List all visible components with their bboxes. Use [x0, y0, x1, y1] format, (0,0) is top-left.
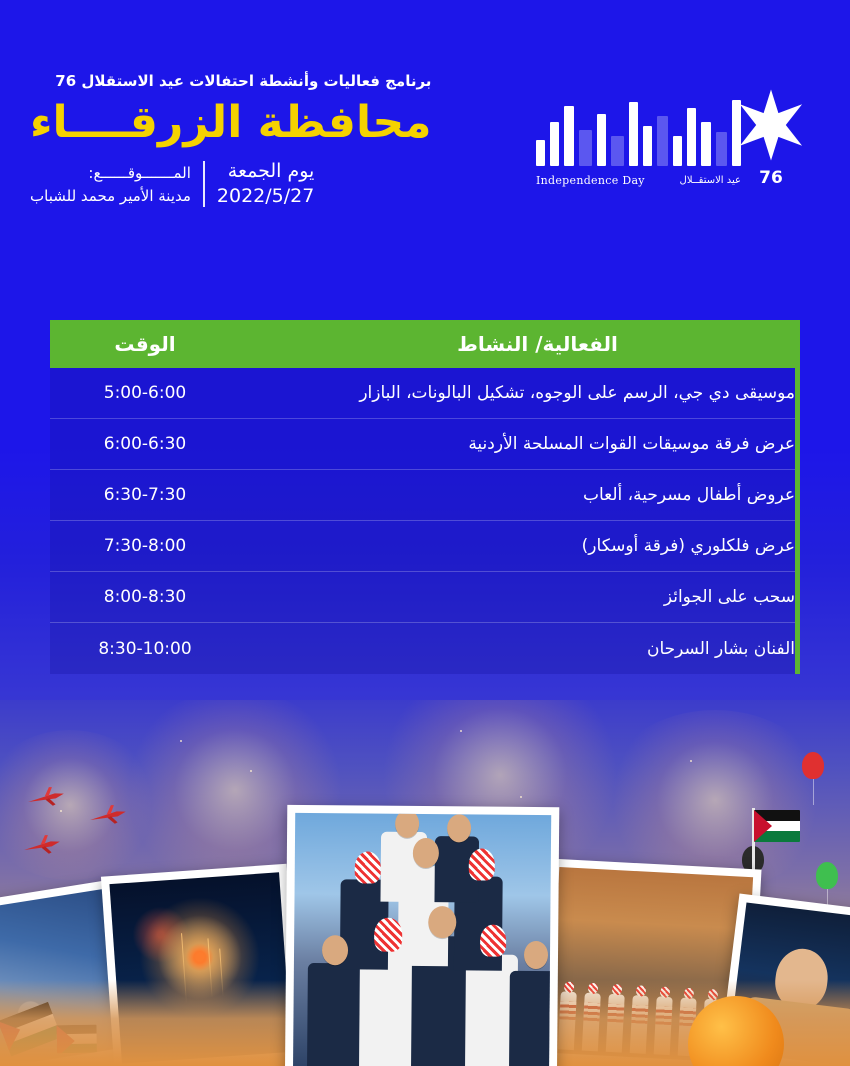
table-row [50, 419, 795, 470]
event-day: يوم الجمعة [227, 159, 315, 182]
photo-collage-section [0, 700, 850, 1066]
group-portrait-photo [285, 805, 560, 1066]
row-activity: عرض فلكلوري (فرقة أوسكار) [581, 536, 795, 556]
spark-icon [250, 770, 252, 772]
table-row [50, 623, 795, 674]
spark-icon [460, 730, 462, 732]
poster-header [0, 60, 850, 260]
row-activity: عروض أطفال مسرحية، ألعاب [582, 485, 795, 505]
anniversary-number: 76 [759, 168, 783, 188]
header-divider [203, 161, 205, 207]
table-row [50, 368, 795, 419]
balloon-icon [816, 862, 838, 889]
row-time: 6:30-7:30 [103, 485, 187, 505]
row-time: 8:00-8:30 [103, 587, 187, 607]
logo-caption [536, 174, 741, 187]
table-row [50, 470, 795, 521]
jordan-flag-icon [754, 810, 800, 842]
schedule-table [50, 320, 800, 674]
table-row [50, 521, 795, 572]
spark-icon [690, 760, 692, 762]
header-subline [30, 159, 431, 210]
row-activity: الفنان بشار السرحان [646, 638, 795, 659]
row-time: 6:00-6:30 [103, 434, 187, 454]
event-date: 2022/5/27 [216, 185, 315, 208]
row-activity: سحب على الجوائز [663, 587, 795, 607]
column-header-activity: الفعالية/ النشاط [457, 332, 618, 356]
spark-icon [180, 740, 182, 742]
header-text-block [30, 60, 431, 210]
spark-icon [60, 810, 62, 812]
column-header-time: الوقت [114, 332, 176, 356]
row-time: 7:30-8:00 [103, 536, 187, 556]
eight-point-star-icon [734, 88, 808, 162]
independence-day-logo [536, 86, 816, 236]
event-date-block [217, 159, 314, 210]
row-activity: عرض فرقة موسيقات القوات المسلحة الأردنية [468, 434, 795, 454]
logo-star-block [734, 88, 808, 198]
page-title: محافظة الزرقــــاء [30, 97, 432, 148]
event-location-block [30, 159, 191, 209]
balloon-icon [802, 752, 824, 779]
location-value: مدينة الأمير محمد للشباب [30, 186, 191, 205]
table-row [50, 572, 795, 623]
schedule-header-row [50, 320, 795, 368]
logo-bars-icon [536, 94, 741, 166]
logo-english-caption: Independence Day [536, 174, 645, 187]
row-time: 8:30-10:00 [98, 638, 192, 659]
location-label: المـــــــوقــــــع: [88, 163, 191, 182]
row-activity: موسيقى دي جي، الرسم على الوجوه، تشكيل البالونات، البازار [359, 383, 795, 403]
event-kicker: برنامج فعاليات وأنشطة احتفالات عيد الاستقلال 76 [55, 72, 432, 90]
spark-icon [520, 796, 522, 798]
row-time: 5:00-6:00 [103, 383, 187, 403]
logo-arabic-caption: عيد الاستقــلال [679, 175, 741, 186]
